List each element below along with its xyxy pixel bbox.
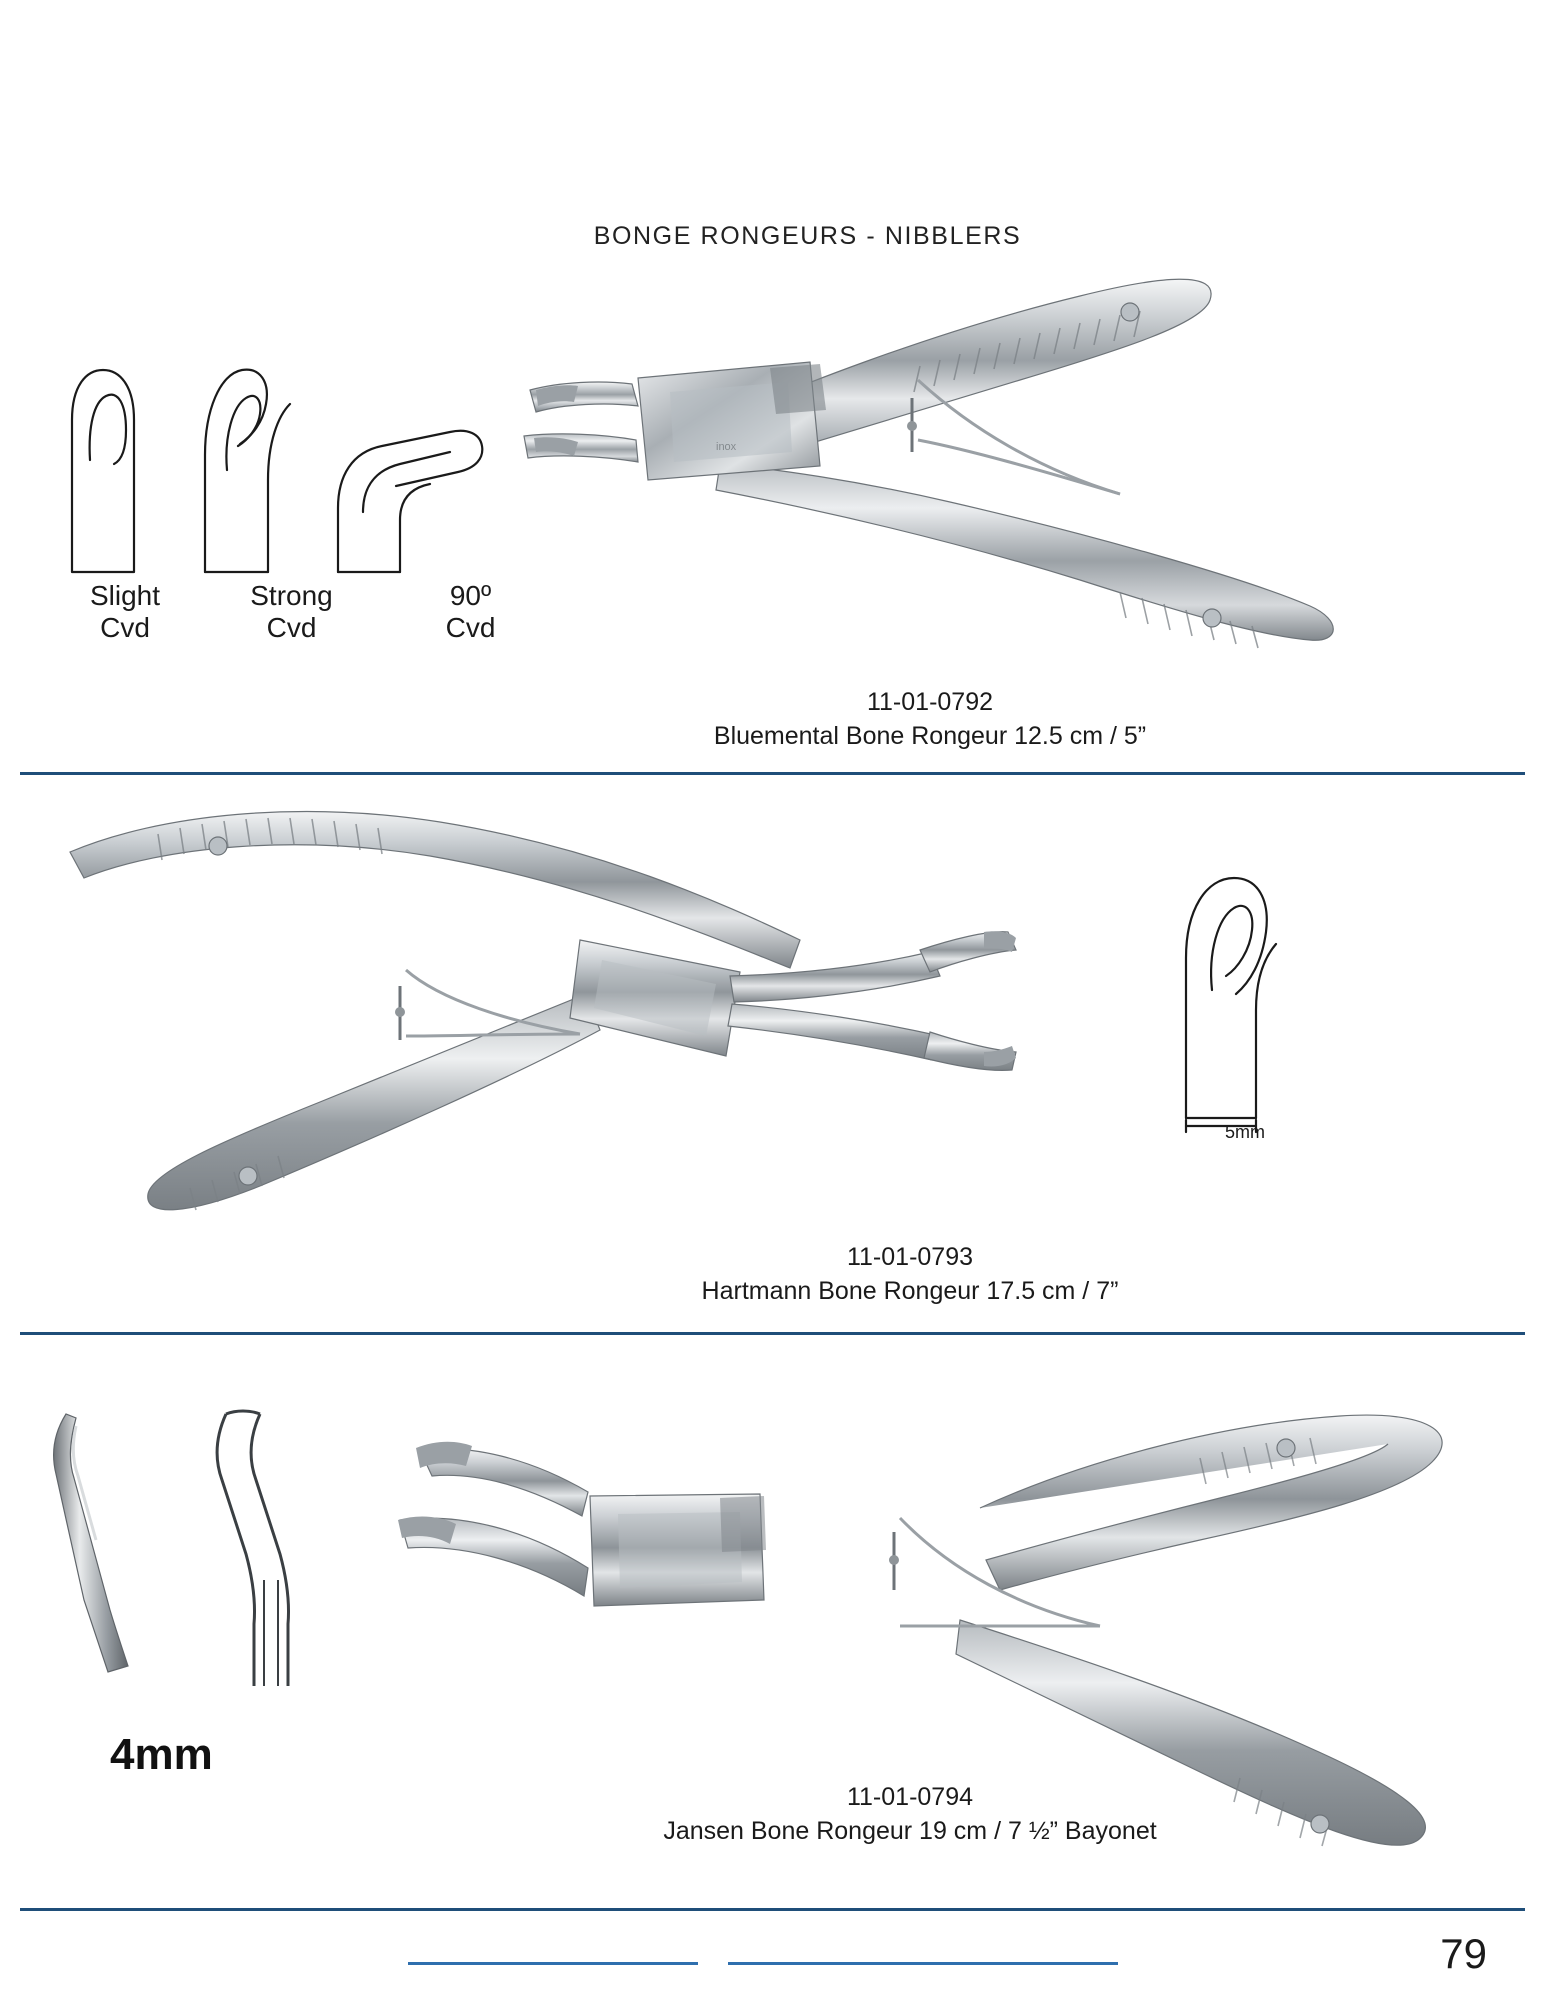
product-caption-2 <box>400 1240 1420 1308</box>
tip-label-slight-cvd: Slight Cvd <box>89 580 161 643</box>
svg-text:inox: inox <box>716 441 737 453</box>
tip-size-label-5mm: 5mm <box>1225 1122 1265 1142</box>
product-code-1: 11-01-0792 <box>866 688 994 716</box>
tip-label-strong-cvd: Strong Cvd <box>250 580 333 643</box>
tip-detail-4mm <box>50 1400 330 1730</box>
product-description-3: Jansen Bone Rongeur 19 cm / 7 ½” Bayonet <box>663 1817 1157 1845</box>
tip-shape-diagrams <box>30 360 550 590</box>
product-code-2: 11-01-0793 <box>846 1243 974 1271</box>
section-divider-2 <box>20 1332 1525 1335</box>
footer-rule-right <box>728 1962 1118 1965</box>
product-description-2: Hartmann Bone Rongeur 17.5 cm / 7” <box>701 1277 1119 1305</box>
section-divider-1 <box>20 772 1525 775</box>
page-title-text: BONGE RONGEURS - NIBBLERS <box>593 222 1022 250</box>
product-image-11-01-0793 <box>40 790 1100 1310</box>
footer-rule-left <box>408 1962 698 1965</box>
tip-shape-labels <box>30 580 550 644</box>
page-number: 79 <box>1440 1930 1487 1977</box>
tip-size-label-4mm: 4mm <box>110 1730 213 1779</box>
tip-label-90-cvd: 90º Cvd <box>445 580 496 643</box>
product-image-11-01-0792 <box>520 240 1520 710</box>
section-divider-3 <box>20 1908 1525 1911</box>
product-caption-1 <box>420 685 1440 753</box>
product-caption-3 <box>400 1780 1420 1848</box>
tip-shape-5mm <box>1130 870 1360 1150</box>
product-description-1: Bluemental Bone Rongeur 12.5 cm / 5” <box>713 722 1147 750</box>
product-code-3: 11-01-0794 <box>846 1783 974 1811</box>
